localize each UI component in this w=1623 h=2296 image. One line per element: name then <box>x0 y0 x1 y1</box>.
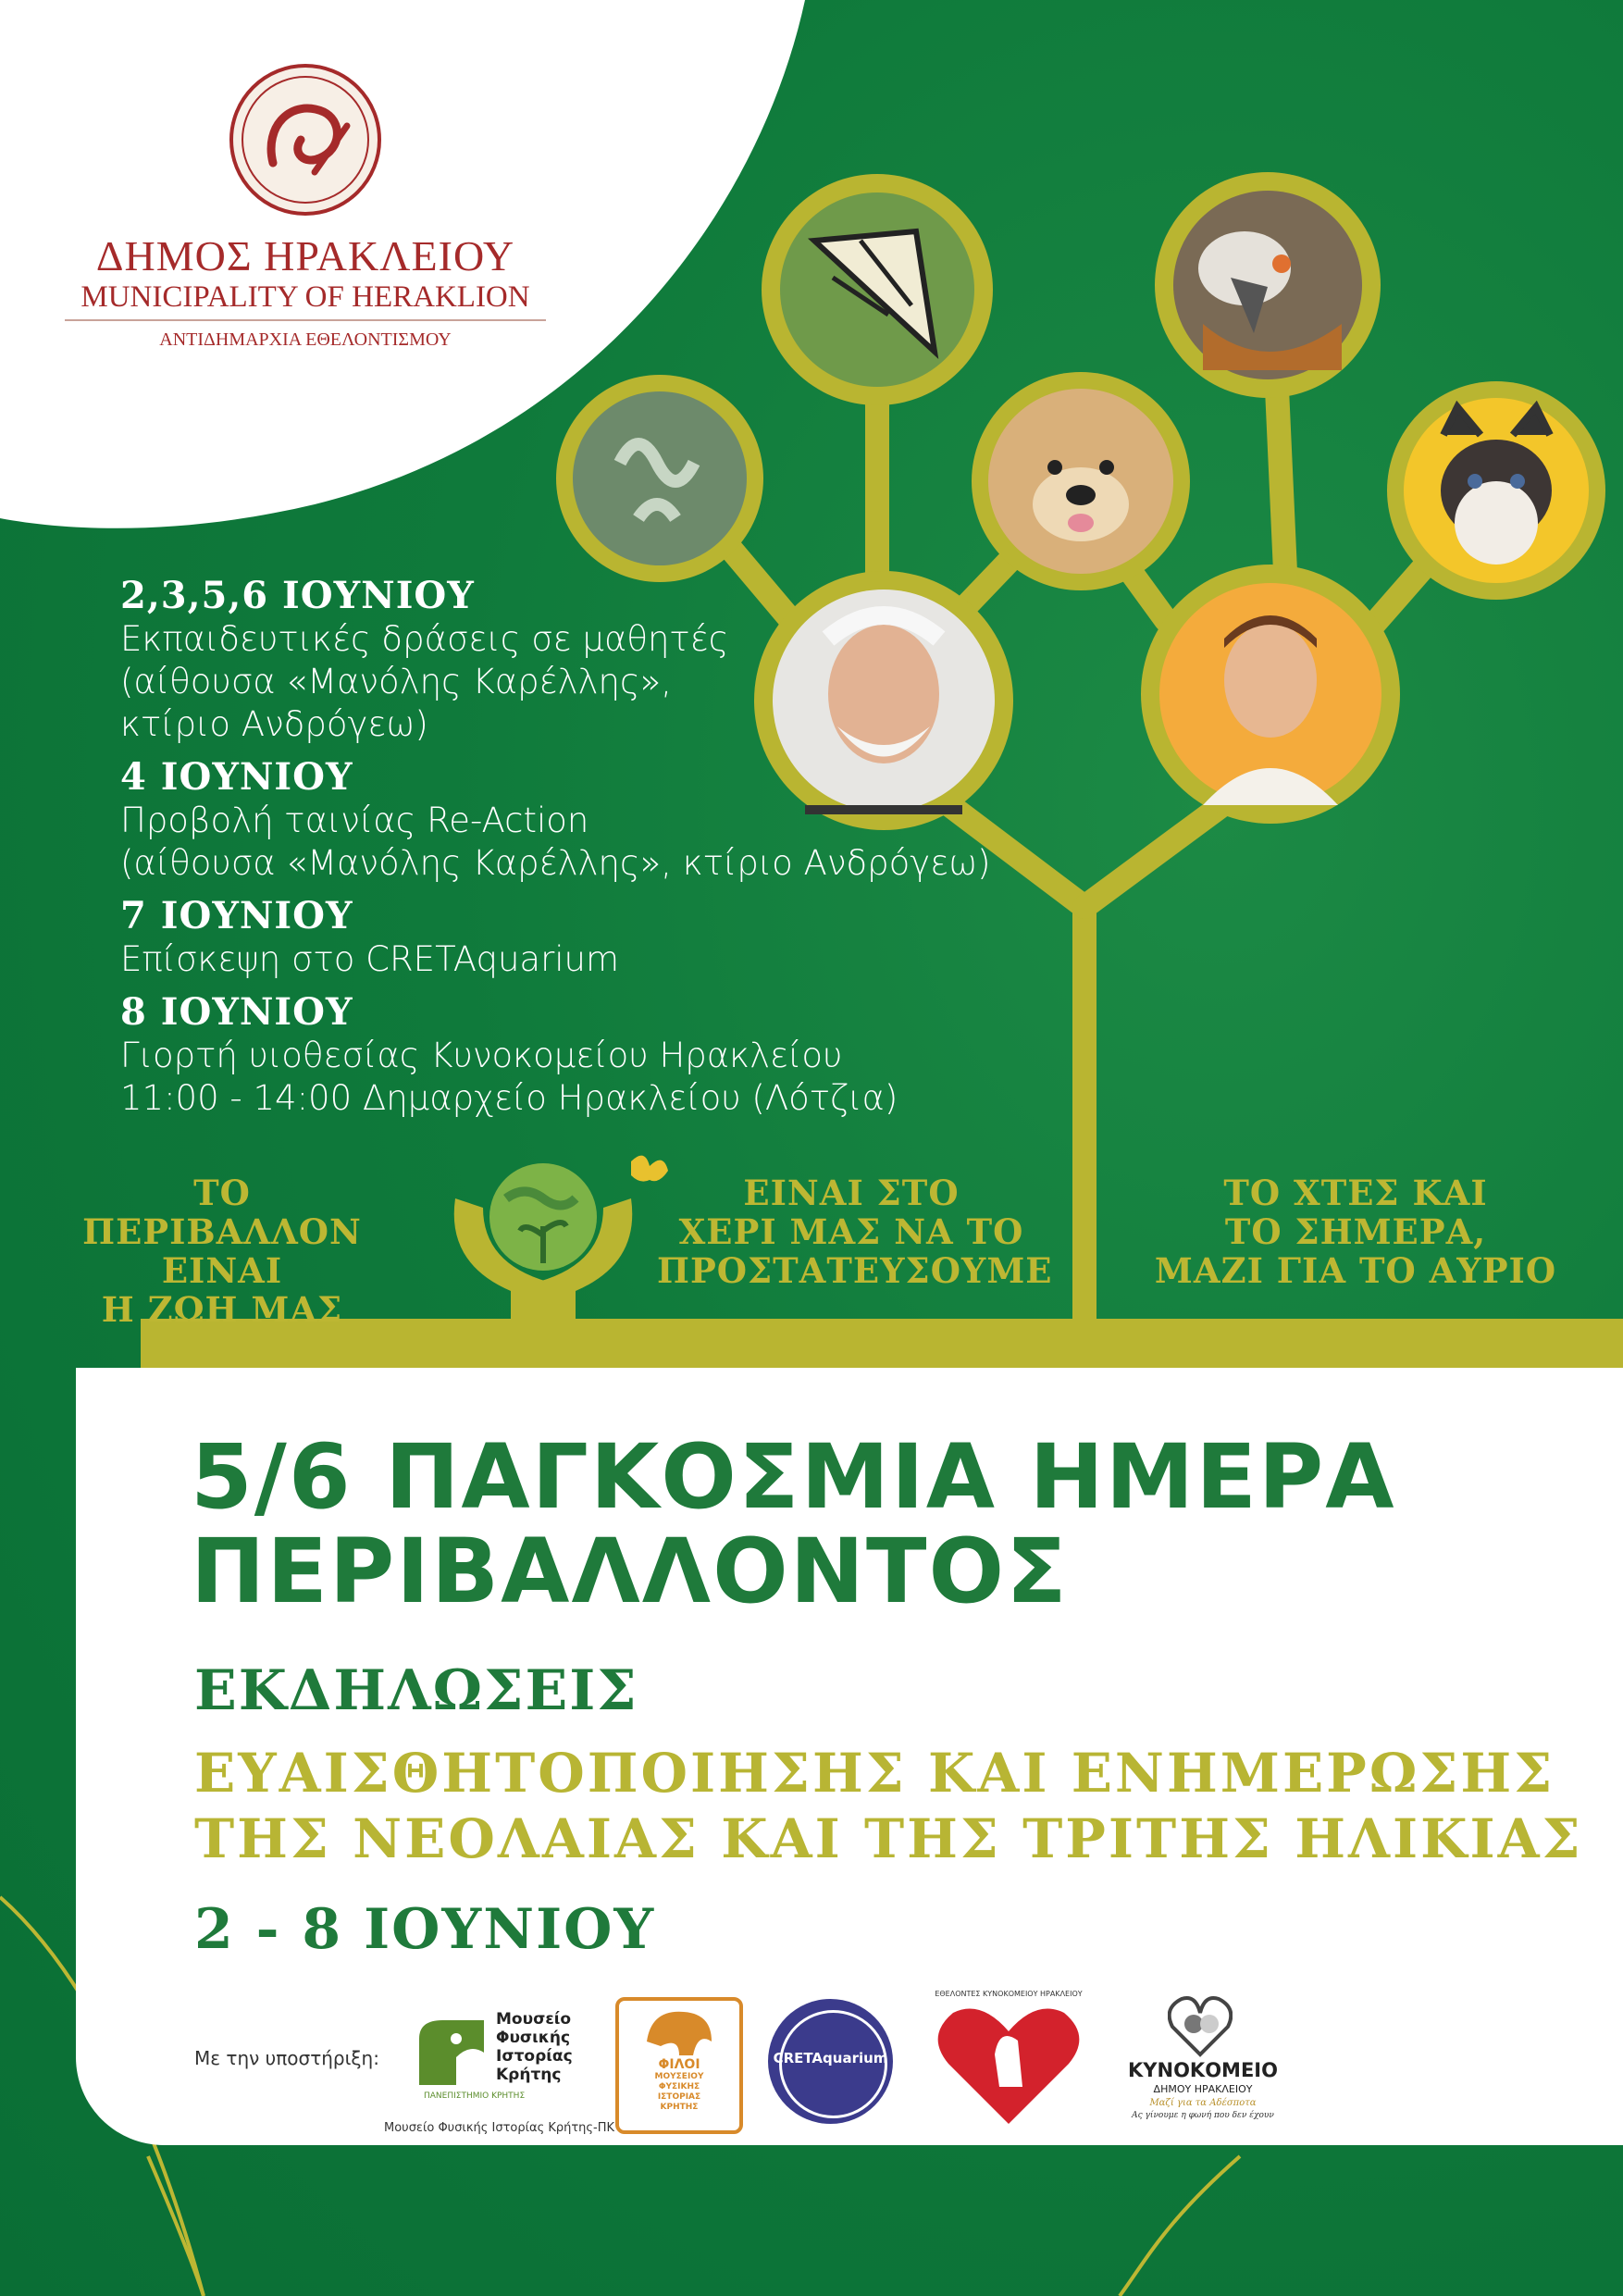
plant-icon <box>556 375 763 582</box>
event-line: Επίσκεψη στο CRETAquarium <box>120 939 620 979</box>
kennel-tag1: Μαζί για τα Αδέσποτα <box>1149 2098 1257 2108</box>
subtitle-line2: ΤΗΣ ΝΕΟΛΑΙΑΣ ΚΑΙ ΤΗΣ ΤΡΙΤΗΣ ΗΛΙΚΙΑΣ <box>194 1807 1583 1870</box>
mammoth-icon <box>642 2004 716 2060</box>
cat-icon <box>1387 381 1605 600</box>
municipality-gr: ΔΗΜΟΣ ΗΡΑΚΛΕΙΟΥ <box>95 232 515 279</box>
department-name: ΑΝΤΙΔΗΜΑΡΧΙΑ ΕΘΕΛΟΝΤΙΣΜΟΥ <box>159 329 452 350</box>
event-line: Προβολή ταινίας Re-Action <box>120 800 589 840</box>
boy-icon <box>1141 565 1400 824</box>
event-line: Εκπαιδευτικές δράσεις σε μαθητές <box>120 619 729 659</box>
events-label: ΕΚΔΗΛΩΣΕΙΣ <box>194 1658 638 1723</box>
friends-logo-line: ΦΥΣΙΚΗΣ <box>658 2082 700 2091</box>
slogan-line: ΤΟ ΣΗΜΕΡΑ, <box>1224 1211 1487 1252</box>
volunteers-label: ΕΘΕΛΟΝΤΕΣ ΚΥΝΟΚΟΜΕΙΟΥ ΗΡΑΚΛΕΙΟΥ <box>935 1990 1083 1998</box>
kennel-tag2: Ας γίνουμε η φωνή που δεν έχουν <box>1132 2111 1274 2120</box>
event-item <box>120 574 991 746</box>
event-line: 11:00 - 14:00 Δημαρχείο Ηρακλείου (Λότζια) <box>120 1078 898 1118</box>
municipality-en: MUNICIPALITY OF HERAKLION <box>81 280 530 314</box>
bottom-curve-line <box>1120 2156 1240 2296</box>
slogan-line: ΠΡΟΣΤΑΤΕΥΣΟΥΜΕ <box>657 1250 1053 1291</box>
cretaquarium-logo <box>768 1999 893 2124</box>
event-line: Γιορτή υιοθεσίας Κυνοκομείου Ηρακλείου <box>120 1036 843 1075</box>
friends-logo-line: ΙΣΤΟΡΙΑΣ <box>657 2092 701 2102</box>
puppy-icon <box>972 372 1190 590</box>
museum-name-line: Μουσείο <box>496 2010 572 2029</box>
date-range: 2 - 8 ΙΟΥΝΙΟΥ <box>194 1897 656 1962</box>
slogan-line: ΕΙΝΑΙ ΣΤΟ <box>743 1173 960 1213</box>
kennel-title: ΚΥΝΟΚΟΜΕΙΟ <box>1128 2059 1278 2081</box>
museum-logo <box>415 2008 600 2119</box>
slogan-line: Η ΖΩΗ ΜΑΣ <box>101 1289 343 1330</box>
bottom-left-curve <box>148 2156 204 2296</box>
event-line: (αίθουσα «Μανόλης Καρέλλης», <box>120 662 673 701</box>
butterfly-icon <box>762 174 993 405</box>
friends-logo-line: ΦΙΛΟΙ <box>658 2057 700 2072</box>
dog-cat-heart-icon <box>1168 1994 1233 2059</box>
museum-name-line: Ιστορίας <box>496 2047 573 2066</box>
page-title-line1: 5/6 ΠΑΓΚΟΣΜΙΑ ΗΜΕΡΑ <box>191 1425 1396 1529</box>
elephant-icon <box>415 2016 489 2090</box>
event-timeline <box>120 574 991 1129</box>
support-label: Με την υποστήριξη: <box>194 2047 379 2069</box>
friends-logo-line: ΜΟΥΣΕΙΟΥ <box>654 2072 704 2081</box>
slogan-line: ΜΑΖΙ ΓΙΑ ΤΟ ΑΥΡΙΟ <box>1154 1250 1557 1291</box>
kennel-sub: ΔΗΜΟΥ ΗΡΑΚΛΕΙΟΥ <box>1153 2083 1253 2095</box>
event-date: 2,3,5,6 ΙΟΥΝΙΟΥ <box>120 574 475 617</box>
museum-name-line: Φυσικής <box>496 2029 571 2047</box>
friends-logo-line: ΚΡΗΤΗΣ <box>660 2103 699 2112</box>
slogan-line: ΤΟ ΧΤΕΣ ΚΑΙ <box>1223 1173 1488 1213</box>
museum-university: ΠΑΝΕΠΙΣΤΗΜΙΟ ΚΡΗΤΗΣ <box>424 2091 526 2101</box>
slogan-right <box>1147 1173 1564 1290</box>
event-line: κτίριο Ανδρόγεω) <box>120 704 428 744</box>
event-item <box>120 990 991 1120</box>
slogan-left <box>56 1173 389 1329</box>
event-date: 7 ΙΟΥΝΙΟΥ <box>120 894 353 937</box>
slogan-line: ΧΕΡΙ ΜΑΣ ΝΑ ΤΟ <box>678 1211 1024 1252</box>
volunteers-logo <box>935 1990 1083 2128</box>
heart-dog-icon <box>935 1999 1083 2128</box>
event-line: (αίθουσα «Μανόλης Καρέλλης», κτίριο Ανδρόγεω) <box>120 843 991 883</box>
vulture-icon <box>1155 172 1381 398</box>
event-date: 8 ΙΟΥΝΙΟΥ <box>120 990 353 1034</box>
kennel-logo <box>1101 1994 1305 2133</box>
event-item <box>120 755 991 885</box>
event-date: 4 ΙΟΥΝΙΟΥ <box>120 755 353 799</box>
museum-caption: Μουσείο Φυσικής Ιστορίας Κρήτης-ΠΚ <box>384 2121 615 2135</box>
aquarium-label: CRETAquarium <box>773 2050 888 2066</box>
page-title-line2: ΠΕΡΙΒΑΛΛΟΝΤΟΣ <box>191 1520 1069 1623</box>
slogan-line: ΤΟ ΠΕΡΙΒΑΛΛΟΝ <box>82 1173 362 1252</box>
event-item <box>120 894 991 981</box>
museum-name-line: Κρήτης <box>496 2066 562 2084</box>
subtitle-line1: ΕΥΑΙΣΘΗΤΟΠΟΙΗΣΗΣ ΚΑΙ ΕΝΗΜΕΡΩΣΗΣ <box>194 1742 1555 1805</box>
slogan-line: ΕΙΝΑΙ <box>161 1250 283 1291</box>
friends-museum-logo <box>615 1997 743 2134</box>
slogan-middle <box>657 1173 1053 1291</box>
